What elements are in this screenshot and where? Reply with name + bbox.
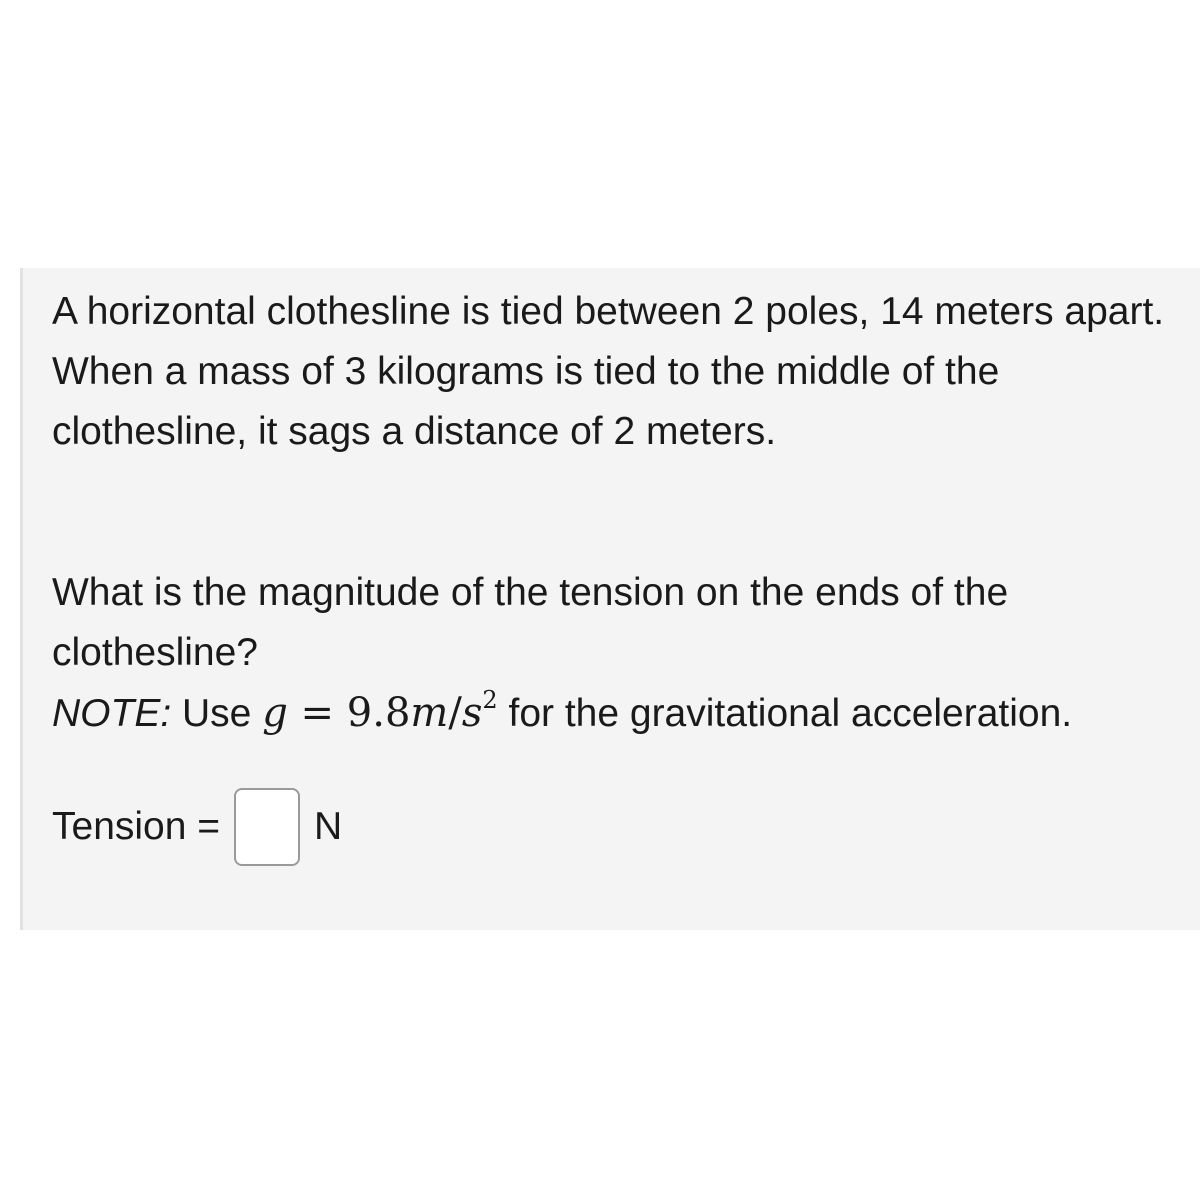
tension-label: Tension = xyxy=(52,805,221,848)
math-value: 9.8 xyxy=(346,690,411,736)
math-exponent: 2 xyxy=(482,686,498,714)
math-g: g xyxy=(262,690,288,736)
answer-row xyxy=(52,786,342,868)
problem-statement xyxy=(52,282,1192,462)
tension-input[interactable] xyxy=(234,788,300,866)
unit-label: N xyxy=(314,805,343,848)
problem-line-1: A horizontal clothesline is tied between 2 poles, 14 meters apart. xyxy=(52,290,1165,333)
note-rest-text: for the gravitational acceleration. xyxy=(508,692,1073,735)
math-m: m xyxy=(410,690,449,736)
gravity-formula xyxy=(262,686,498,736)
problem-line-2: When a mass of 3 kilograms is tied to the middle of the clothesline, it sags a distance of 2 meters. xyxy=(52,350,1000,453)
question-panel xyxy=(20,268,1200,930)
math-equals: = xyxy=(300,690,335,736)
question-text: What is the magnitude of the tension on the ends of the clothesline? xyxy=(52,571,1009,674)
note-use-text: Use xyxy=(182,692,252,735)
note-line xyxy=(52,683,1072,744)
math-slash: / xyxy=(448,690,462,736)
note-label: NOTE: xyxy=(52,692,172,735)
math-s: s xyxy=(461,690,483,736)
